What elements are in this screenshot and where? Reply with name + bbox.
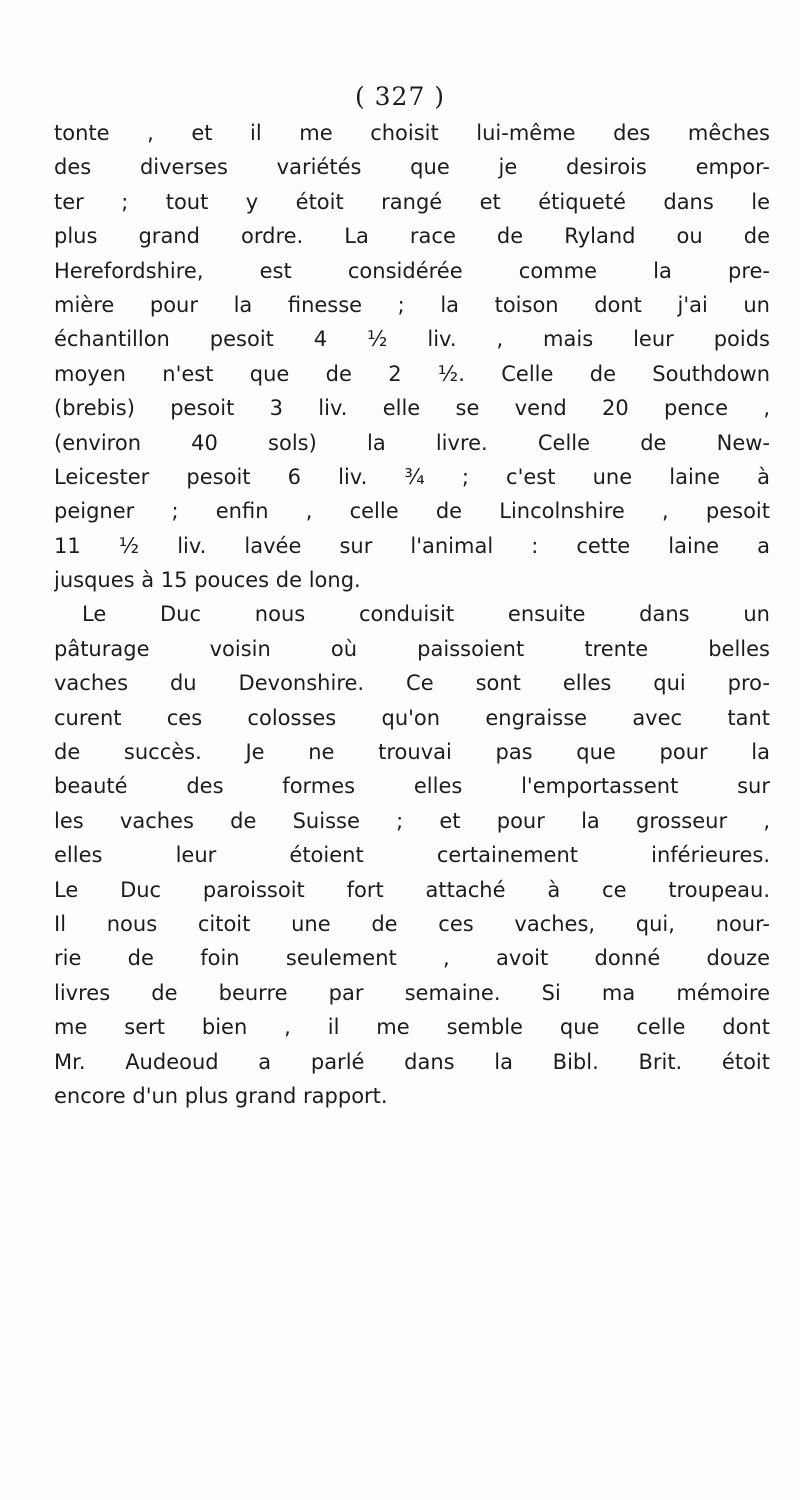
text-line: pâturage voisin où paissoient trente belles (54, 636, 770, 661)
text-line: vaches du Devonshire. Ce sont elles qui pro- (54, 671, 770, 696)
text-line: mière pour la finesse ; la toison dont j'ai un (54, 292, 770, 317)
text-line: jusques à 15 pouces de long. (54, 568, 361, 593)
text-line: de succès. Je ne trouvai pas que pour la (54, 740, 770, 765)
text-line: beauté des formes elles l'emportassent sur (54, 774, 770, 799)
text-line: encore d'un plus grand rapport. (54, 1083, 388, 1108)
text-line: Leicester pesoit 6 liv. ¾ ; c'est une laine à (54, 464, 770, 489)
text-line: me sert bien , il me semble que celle dont (54, 1015, 770, 1040)
text-line: Il nous citoit une de ces vaches, qui, nour- (54, 911, 770, 936)
body-text (54, 116, 770, 1113)
text-line: (environ 40 sols) la livre. Celle de New- (54, 430, 770, 455)
text-line: rie de foin seulement , avoit donné douze (54, 946, 770, 971)
text-line: moyen n'est que de 2 ½. Celle de Southdown (54, 361, 770, 386)
text-line: elles leur étoient certainement inférieures. (54, 843, 770, 868)
text-line: (brebis) pesoit 3 liv. elle se vend 20 pence , (54, 396, 770, 421)
text-line: peigner ; enfin , celle de Lincolnshire , pesoit (54, 499, 770, 524)
text-line: Herefordshire, est considérée comme la pre- (54, 258, 770, 283)
text-line: 11 ½ liv. lavée sur l'animal : cette laine a (54, 533, 770, 558)
text-line: livres de beurre par semaine. Si ma mémoire (54, 980, 770, 1005)
text-line: des diverses variétés que je desirois empor- (54, 155, 770, 180)
text-line: Le Duc nous conduisit ensuite dans un (82, 602, 770, 627)
text-line: Mr. Audeoud a parlé dans la Bibl. Brit. étoit (54, 1049, 770, 1074)
text-line: les vaches de Suisse ; et pour la grosseur , (54, 808, 770, 833)
text-line: Le Duc paroissoit fort attaché à ce troupeau. (54, 877, 770, 902)
text-line: tonte , et il me choisit lui-même des mêches (54, 121, 770, 145)
text-line: échantillon pesoit 4 ½ liv. , mais leur poids (54, 327, 770, 352)
page-number-header: ( 327 ) (354, 82, 446, 111)
text-line: curent ces colosses qu'on engraisse avec tant (54, 705, 770, 730)
text-line: plus grand ordre. La race de Ryland ou de (54, 224, 770, 249)
text-line: ter ; tout y étoit rangé et étiqueté dans le (54, 189, 770, 214)
